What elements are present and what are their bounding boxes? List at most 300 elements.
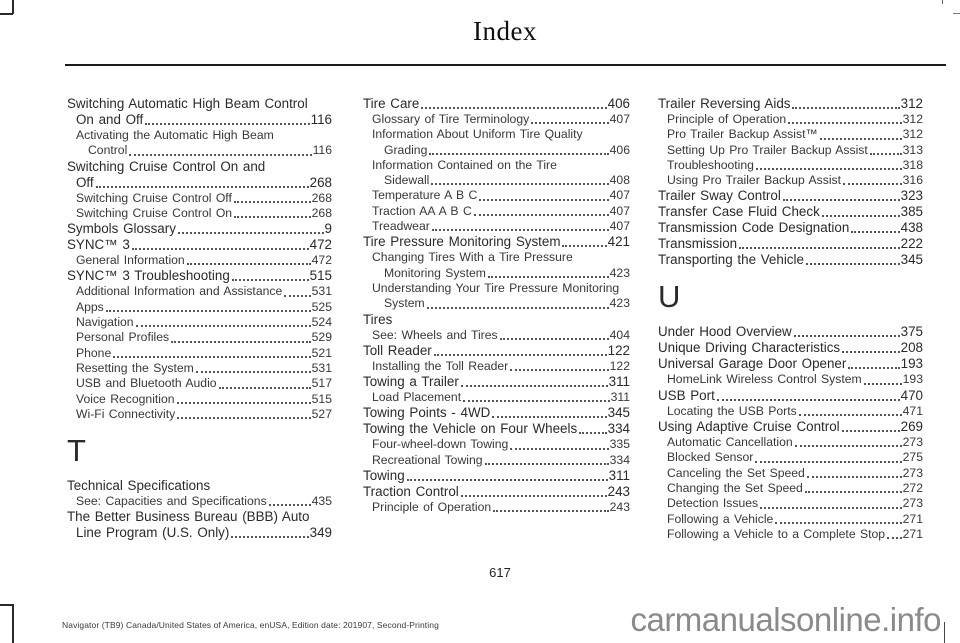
- dot-leader: [794, 335, 900, 337]
- index-entry: [372, 219, 630, 234]
- entry-label: Using Adaptive Cruise Control: [658, 419, 840, 435]
- entry-label-line: Switching Automatic High Beam Control: [67, 96, 308, 111]
- entry-label: Additional Information and Assistance: [76, 284, 283, 299]
- dot-leader: [284, 295, 310, 297]
- entry-label: HomeLink Wireless Control System: [667, 372, 862, 387]
- index-entry: [372, 127, 630, 158]
- entry-last-line: [76, 315, 332, 330]
- index-entry: [658, 340, 923, 356]
- entry-page-number: 406: [607, 96, 630, 111]
- index-entry: [67, 96, 332, 128]
- entry-label: Trailer Reversing Aids: [658, 96, 791, 111]
- entry-label: Transmission: [658, 236, 738, 252]
- entry-last-line: [67, 112, 332, 128]
- index-entry: [372, 328, 630, 343]
- index-entry: [76, 253, 332, 268]
- entry-page-number: 423: [609, 265, 630, 280]
- index-entry: [658, 388, 923, 404]
- dot-leader: [799, 414, 902, 416]
- entry-label-line: Activating the Automatic High Beam: [76, 128, 274, 142]
- entry-label: Resetting the System: [76, 360, 194, 375]
- entry-label: Using Pro Trailer Backup Assist: [667, 173, 842, 188]
- section-letter: T: [67, 433, 86, 469]
- entry-label: Wi-Fi Connectivity: [76, 406, 176, 421]
- index-column-2: [363, 96, 630, 515]
- dot-leader: [407, 479, 608, 481]
- entry-label: Monitoring System: [384, 265, 486, 280]
- entry-last-line: [372, 453, 630, 468]
- entry-last-line: [76, 206, 332, 221]
- index-entry: [76, 376, 332, 391]
- entry-label: Towing: [363, 468, 405, 484]
- entry-last-line: [372, 359, 630, 374]
- entry-label: Recreational Towing: [372, 452, 483, 467]
- index-entry: [372, 500, 630, 515]
- entry-last-line: [667, 372, 923, 387]
- entry-label: Switching Cruise Control On: [76, 205, 233, 220]
- entry-page-number: 334: [607, 421, 630, 437]
- dot-leader: [807, 476, 902, 478]
- entry-page-number: 529: [311, 330, 332, 345]
- entry-page-number: 116: [310, 112, 332, 127]
- entry-last-line: [658, 419, 923, 435]
- entry-last-line: [76, 143, 332, 158]
- index-entry: [667, 512, 923, 527]
- entry-page-number: 521: [311, 345, 332, 360]
- entry-label: Tire Pressure Monitoring System: [363, 234, 561, 250]
- dot-leader: [739, 247, 900, 249]
- index-entry: [658, 236, 923, 252]
- entry-page-number: 524: [311, 315, 332, 330]
- index-entry: [363, 96, 630, 112]
- dot-leader: [755, 461, 901, 463]
- entry-label: Off: [76, 174, 94, 190]
- entry-last-line: [667, 143, 923, 158]
- dot-leader: [500, 338, 609, 340]
- dot-leader: [579, 432, 607, 434]
- entry-page-number: 406: [609, 142, 630, 157]
- index-entry: [372, 158, 630, 189]
- index-entry: [667, 112, 923, 127]
- entry-page-number: 311: [610, 390, 630, 405]
- entry-last-line: [372, 204, 630, 219]
- entry-last-line: [76, 284, 332, 299]
- entry-last-line: [363, 234, 630, 250]
- entry-page-number: 531: [311, 360, 332, 375]
- dot-leader: [842, 351, 900, 353]
- index-entry: [667, 372, 923, 387]
- index-entry: [667, 481, 923, 496]
- entry-page-number: 421: [607, 234, 630, 250]
- dot-leader: [488, 276, 609, 278]
- index-entry: [658, 252, 923, 268]
- entry-page-number: 515: [309, 268, 332, 284]
- index-entry: [658, 220, 923, 236]
- entry-last-line: [76, 361, 332, 376]
- dot-leader: [461, 495, 607, 497]
- index-entry: [76, 128, 332, 159]
- dot-leader: [463, 400, 609, 402]
- index-entry: [667, 173, 923, 188]
- entry-page-number: 404: [609, 327, 630, 342]
- section-letter: U: [658, 279, 681, 315]
- entry-label-line: Understanding Your Tire Pressure Monitoring: [372, 280, 620, 295]
- entry-label: USB and Bluetooth Audio: [76, 376, 217, 391]
- entry-last-line: [667, 158, 923, 173]
- index-entry: [363, 468, 630, 484]
- index-entry: [76, 315, 332, 330]
- crop-mark-bottom-left: [12, 604, 14, 643]
- index-entry: [67, 509, 332, 541]
- entry-label: Installing the Toll Reader: [372, 358, 509, 373]
- entry-label: Traction AA A B C: [372, 203, 472, 218]
- entry-label: USB Port: [658, 387, 715, 403]
- entry-label: Treadwear: [372, 219, 430, 234]
- index-entry: [667, 466, 923, 481]
- entry-page-number: 407: [609, 188, 630, 203]
- index-entry: [372, 188, 630, 203]
- index-entry: [372, 250, 630, 281]
- entry-label: Grading: [384, 142, 428, 157]
- entry-label: Automatic Cancellation: [667, 435, 793, 450]
- entry-page-number: 423: [609, 296, 630, 311]
- index-entry: [667, 496, 923, 511]
- index-column-1: [67, 96, 332, 541]
- entry-page-number: 316: [902, 173, 923, 188]
- entry-last-line: [363, 374, 630, 390]
- entry-page-number: 208: [900, 340, 923, 356]
- dot-leader: [432, 229, 609, 231]
- dot-leader: [756, 168, 902, 170]
- entry-label: Personal Profiles: [76, 330, 170, 345]
- entry-label-line: The Better Business Bureau (BBB) Auto: [67, 509, 310, 525]
- dot-leader: [805, 491, 902, 493]
- dot-leader: [187, 263, 311, 265]
- index-entry: [363, 421, 630, 437]
- entry-page-number: 407: [609, 112, 630, 126]
- dot-leader: [269, 504, 311, 506]
- entry-last-line: [667, 404, 923, 419]
- entry-page-number: 323: [900, 188, 923, 204]
- entry-page-number: 472: [311, 253, 332, 268]
- dot-leader: [196, 371, 311, 373]
- dot-leader: [775, 522, 901, 524]
- entry-last-line: [372, 390, 630, 405]
- entry-label: Traction Control: [363, 484, 459, 500]
- index-entry: [372, 281, 630, 312]
- entry-label: Tires: [363, 311, 393, 327]
- entry-last-line: [667, 435, 923, 450]
- entry-label: Phone: [76, 345, 112, 360]
- entry-last-line: [363, 421, 630, 437]
- entry-label: See: Capacities and Specifications: [76, 494, 267, 509]
- entry-last-line: [372, 219, 630, 234]
- dot-leader: [717, 399, 900, 401]
- index-entry: [76, 361, 332, 376]
- crop-mark-top-left: [12, 0, 14, 14]
- dot-leader: [129, 154, 311, 156]
- entry-page-number: 269: [900, 419, 923, 435]
- dot-leader: [113, 356, 310, 358]
- entry-last-line: [667, 527, 923, 542]
- entry-label: Detection Issues: [667, 496, 759, 511]
- entry-last-line: [372, 188, 630, 203]
- entry-label: Principle of Operation: [667, 112, 787, 126]
- entry-last-line: [76, 407, 332, 422]
- dot-leader: [434, 354, 607, 356]
- dot-leader: [822, 215, 900, 217]
- dot-leader: [510, 448, 608, 450]
- entry-label: Load Placement: [372, 390, 462, 405]
- entry-label: Canceling the Set Speed: [667, 465, 805, 480]
- index-entry: [76, 206, 332, 221]
- entry-page-number: 193: [902, 372, 923, 387]
- entry-last-line: [76, 330, 332, 345]
- dot-leader: [493, 510, 608, 512]
- index-entry: [667, 143, 923, 158]
- index-entry: [67, 237, 332, 253]
- entry-label: Trailer Sway Control: [658, 188, 781, 204]
- entry-page-number: 517: [311, 376, 332, 391]
- index-entry: [372, 204, 630, 219]
- dot-leader: [178, 232, 324, 234]
- dot-leader: [177, 402, 311, 404]
- entry-last-line: [667, 481, 923, 496]
- dot-leader: [864, 383, 902, 385]
- index-entry: [76, 191, 332, 206]
- entry-label: Under Hood Overview: [658, 324, 792, 340]
- entry-page-number: 271: [902, 511, 923, 526]
- entry-label-line: Information About Uniform Tire Quality: [372, 127, 583, 142]
- entry-label: Tire Care: [363, 96, 420, 111]
- entry-label: On and Off: [76, 112, 144, 127]
- index-entry: [658, 96, 923, 112]
- entry-last-line: [76, 346, 332, 361]
- index-entry: [372, 359, 630, 374]
- entry-last-line: [363, 96, 630, 112]
- entry-page-number: 312: [900, 96, 923, 111]
- dot-leader: [234, 201, 311, 203]
- entry-page-number: 335: [609, 437, 630, 452]
- entry-label: Troubleshooting: [667, 157, 754, 172]
- entry-page-number: 472: [309, 237, 332, 253]
- entry-label: Following a Vehicle to a Complete Stop: [667, 526, 886, 541]
- dot-leader: [231, 536, 308, 538]
- crop-mark-top-right: [953, 13, 960, 14]
- dot-leader: [234, 216, 311, 218]
- entry-last-line: [658, 96, 923, 112]
- entry-last-line: [67, 268, 332, 284]
- index-entry: [658, 188, 923, 204]
- entry-page-number: 408: [609, 173, 630, 188]
- entry-last-line: [67, 175, 332, 191]
- entry-label: SYNC™ 3 Troubleshooting: [67, 268, 230, 284]
- entry-label: Line Program (U.S. Only): [76, 525, 230, 541]
- entry-label: See: Wheels and Tires: [372, 327, 498, 342]
- index-entry: [363, 405, 630, 421]
- entry-label: Apps: [76, 299, 104, 314]
- index-entry: [667, 404, 923, 419]
- entry-label: Glossary of Tire Terminology: [372, 112, 530, 126]
- entry-page-number: 531: [311, 284, 332, 299]
- entry-page-number: 273: [902, 496, 923, 511]
- entry-label: SYNC™ 3: [67, 237, 130, 253]
- header-divider: [65, 64, 946, 66]
- entry-last-line: [76, 392, 332, 407]
- dot-leader: [479, 199, 608, 201]
- entry-last-line: [658, 324, 923, 340]
- entry-page-number: 273: [902, 435, 923, 450]
- dot-leader: [562, 245, 606, 247]
- entry-label: Toll Reader: [363, 342, 432, 358]
- index-entry: [67, 478, 332, 494]
- entry-last-line: [372, 143, 630, 158]
- index-entry: [76, 392, 332, 407]
- entry-page-number: 438: [900, 220, 923, 236]
- index-entry: [76, 330, 332, 345]
- dot-leader: [870, 153, 902, 155]
- entry-page-number: 345: [900, 252, 923, 268]
- entry-page-number: 116: [312, 143, 332, 158]
- index-column-3: [658, 96, 923, 542]
- entry-last-line: [667, 450, 923, 465]
- entry-label: Transporting the Vehicle: [658, 252, 804, 268]
- entry-page-number: 243: [609, 500, 630, 515]
- index-entry: [363, 343, 630, 359]
- entry-label-line: Switching Cruise Control On and: [67, 158, 266, 174]
- entry-label: Setting Up Pro Trailer Backup Assist: [667, 142, 868, 157]
- dot-leader: [232, 279, 309, 281]
- entry-label: Towing Points - 4WD: [363, 405, 491, 421]
- page-number: 617: [489, 565, 511, 580]
- entry-page-number: 311: [608, 468, 630, 484]
- entry-label: Changing the Set Speed: [667, 480, 803, 495]
- index-entry: [363, 484, 630, 500]
- dot-leader: [177, 417, 310, 419]
- entry-last-line: [76, 253, 332, 268]
- entry-last-line: [667, 512, 923, 527]
- entry-last-line: [372, 437, 630, 452]
- dot-leader: [851, 231, 899, 233]
- dot-leader: [806, 263, 900, 265]
- entry-page-number: 122: [607, 342, 630, 358]
- entry-last-line: [658, 252, 923, 268]
- entry-last-line: [372, 266, 630, 281]
- entry-last-line: [658, 204, 923, 220]
- dot-leader: [783, 199, 900, 201]
- watermark: carmanualsonline.info: [630, 601, 941, 638]
- index-entry: [667, 435, 923, 450]
- entry-label: Sidewall: [384, 173, 430, 188]
- entry-page-number: 271: [902, 526, 923, 541]
- entry-page-number: 268: [311, 205, 332, 220]
- entry-label: Following a Vehicle: [667, 511, 774, 526]
- entry-page-number: 407: [609, 219, 630, 234]
- entry-last-line: [372, 500, 630, 515]
- index-entry: [658, 356, 923, 372]
- entry-page-number: 272: [902, 480, 923, 495]
- index-entry: [658, 419, 923, 435]
- entry-last-line: [667, 173, 923, 188]
- dot-leader: [887, 537, 902, 539]
- entry-last-line: [667, 127, 923, 142]
- entry-last-line: [372, 112, 630, 127]
- entry-page-number: 193: [900, 356, 923, 372]
- dot-leader: [145, 123, 309, 125]
- dot-leader: [820, 138, 902, 140]
- index-entry: [76, 300, 332, 315]
- crop-mark-bottom-right: [944, 622, 945, 643]
- entry-label: Navigation: [76, 315, 134, 330]
- entry-label-line: Information Contained on the Tire: [372, 157, 557, 172]
- dot-leader: [792, 107, 899, 109]
- entry-last-line: [76, 191, 332, 206]
- index-entry: [76, 284, 332, 299]
- index-entry: [363, 374, 630, 390]
- entry-label: Four-wheel-down Towing: [372, 437, 509, 452]
- entry-last-line: [76, 494, 332, 509]
- index-entry: [372, 390, 630, 405]
- dot-leader: [843, 183, 902, 185]
- entry-label: Unique Driving Characteristics: [658, 340, 841, 356]
- entry-page-number: 407: [609, 203, 630, 218]
- entry-page-number: 527: [311, 406, 332, 421]
- entry-label: Locating the USB Ports: [667, 403, 797, 418]
- dot-leader: [171, 341, 311, 343]
- index-entry: [658, 324, 923, 340]
- dot-leader: [219, 387, 311, 389]
- entry-last-line: [658, 236, 923, 252]
- index-entry: [667, 527, 923, 542]
- entry-page-number: 273: [902, 465, 923, 480]
- index-entry: [67, 268, 332, 284]
- entry-label: Technical Specifications: [67, 478, 211, 494]
- entry-last-line: [76, 300, 332, 315]
- dot-leader: [474, 214, 609, 216]
- entry-last-line: [363, 405, 630, 421]
- entry-page-number: 435: [311, 494, 332, 509]
- entry-last-line: [658, 340, 923, 356]
- entry-last-line: [67, 221, 332, 237]
- crop-mark-top-right: [942, 0, 943, 4]
- entry-last-line: [363, 343, 630, 359]
- entry-last-line: [363, 312, 630, 328]
- entry-last-line: [372, 296, 630, 311]
- dot-leader: [848, 367, 899, 369]
- entry-page-number: 318: [902, 157, 923, 172]
- entry-label: Transfer Case Fluid Check: [658, 204, 820, 220]
- dot-leader: [492, 416, 606, 418]
- entry-last-line: [372, 328, 630, 343]
- entry-last-line: [667, 496, 923, 511]
- entry-last-line: [67, 478, 332, 494]
- entry-last-line: [667, 112, 923, 127]
- entry-label: General Information: [76, 253, 185, 268]
- entry-page-number: 385: [900, 204, 923, 220]
- index-entry: [667, 158, 923, 173]
- entry-page-number: 312: [902, 112, 923, 126]
- entry-page-number: 525: [311, 299, 332, 314]
- entry-page-number: 9: [324, 221, 332, 237]
- index-entry: [372, 453, 630, 468]
- dot-leader: [795, 445, 902, 447]
- index-entry: [76, 346, 332, 361]
- crop-mark-top-left: [0, 13, 13, 15]
- entry-label: Transmission Code Designation: [658, 220, 850, 236]
- entry-label: Pro Trailer Backup Assist™: [667, 127, 818, 142]
- index-entry: [667, 127, 923, 142]
- entry-page-number: 243: [607, 484, 630, 500]
